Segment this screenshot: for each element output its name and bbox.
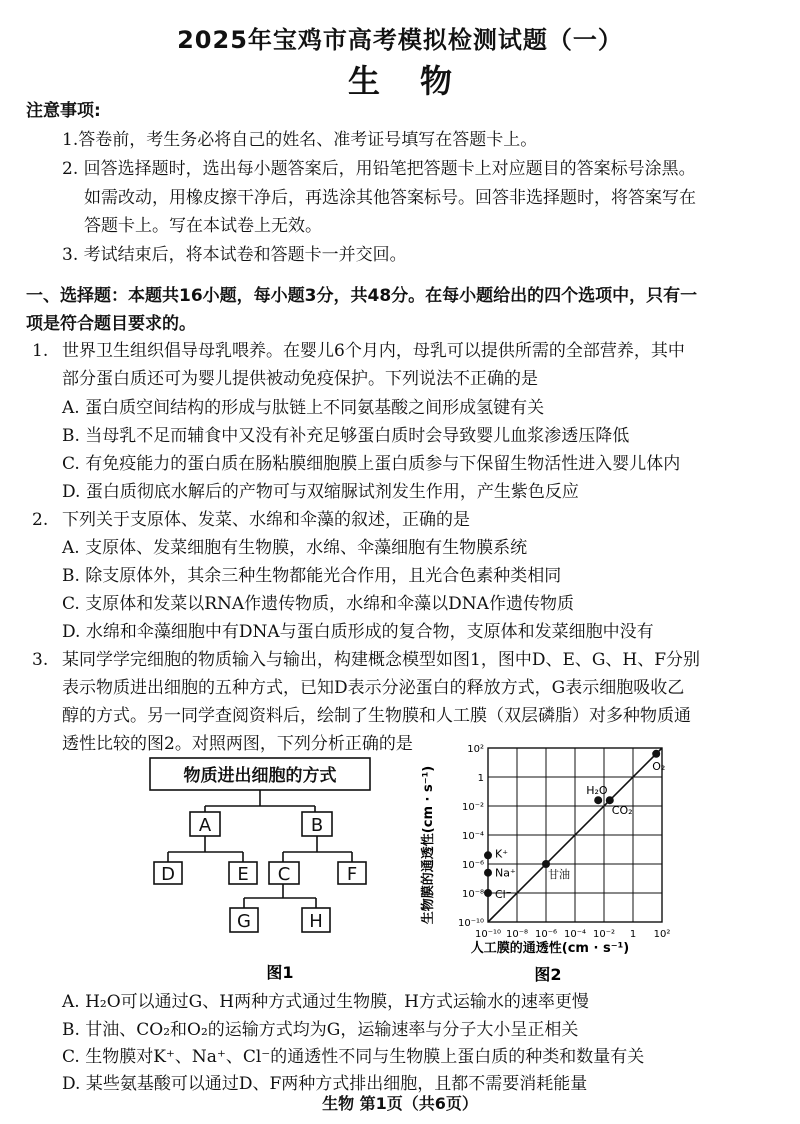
y-tick-label: 10⁻¹⁰ bbox=[457, 918, 484, 929]
figure2-caption: 图2 bbox=[534, 965, 562, 984]
question-stem: 表示物质进出细胞的五种方式，已知D表示分泌蛋白的释放方式，G表示细胞吸收乙 bbox=[62, 678, 685, 698]
node-d: D bbox=[161, 864, 175, 885]
question-stem: 透性比较的图2。对照两图，下列分析正确的是 bbox=[62, 734, 413, 754]
note-item: 1.答卷前，考生务必将自己的姓名、准考证号填写在答题卡上。 bbox=[62, 130, 538, 150]
option-b: B. 当母乳不足而辅食中又没有补充足够蛋白质时会导致婴儿血浆渗透压降低 bbox=[62, 426, 630, 446]
figure2-chart bbox=[420, 740, 670, 990]
x-tick-label: 10⁻¹⁰ bbox=[474, 929, 502, 940]
question-number: 1. bbox=[32, 341, 49, 361]
x-tick-label: 10⁻⁶ bbox=[534, 929, 558, 940]
y-tick-label: 10⁻² bbox=[461, 802, 484, 813]
question-stem: 下列关于支原体、发菜、水绵和伞藻的叙述，正确的是 bbox=[62, 510, 470, 530]
exam-title: 2025年宝鸡市高考模拟检测试题（一） bbox=[177, 26, 623, 54]
x-tick-label: 10² bbox=[653, 929, 670, 940]
subject-title: 生物 bbox=[347, 62, 492, 100]
y-tick-label: 10² bbox=[467, 744, 484, 755]
note-item: 2. 回答选择题时，选出每小题答案后，用铅笔把答题卡上对应题目的答案标号涂黑。 bbox=[62, 159, 696, 179]
note-item: 如需改动，用橡皮擦干净后，再选涂其他答案标号。回答非选择题时，将答案写在 bbox=[84, 188, 696, 208]
section-heading: 项是符合题目要求的。 bbox=[26, 314, 196, 334]
figure1-diagram bbox=[140, 748, 400, 988]
question-stem: 部分蛋白质还可为婴儿提供被动免疫保护。下列说法不正确的是 bbox=[62, 369, 538, 389]
point-label: Cl⁻ bbox=[495, 888, 512, 901]
y-tick-label: 10⁻⁶ bbox=[461, 860, 484, 871]
node-h: H bbox=[309, 911, 323, 932]
data-point bbox=[652, 750, 660, 758]
option-a: A. 支原体、发菜细胞有生物膜，水绵、伞藻细胞有生物膜系统 bbox=[62, 538, 528, 558]
node-f: F bbox=[346, 864, 358, 885]
point-label: H₂O bbox=[586, 784, 608, 798]
option-b: B. 除支原体外，其余三种生物都能光合作用，且光合色素种类相同 bbox=[62, 566, 562, 586]
x-axis-label: 人工膜的通透性(cm · s⁻¹) bbox=[470, 941, 630, 956]
y-axis-label: 生物膜的通透性(cm · s⁻¹) bbox=[421, 765, 436, 925]
x-tick-label: 10⁻² bbox=[592, 929, 616, 940]
option-c: C. 支原体和发菜以RNA作遗传物质，水绵和伞藻以DNA作遗传物质 bbox=[62, 594, 574, 614]
note-item: 答题卡上。写在本试卷上无效。 bbox=[84, 216, 322, 236]
node-a: A bbox=[198, 815, 212, 836]
y-tick-label: 1 bbox=[477, 773, 484, 784]
root-label: 物质进出细胞的方式 bbox=[183, 766, 337, 786]
question-stem: 某同学学完细胞的物质输入与输出，构建概念模型如图1，图中D、E、G、H、F分别 bbox=[62, 650, 701, 670]
section-heading: 一、选择题：本题共16小题，每小题3分，共48分。在每小题给出的四个选项中，只有一 bbox=[26, 286, 698, 306]
option-c: C. 有免疫能力的蛋白质在肠粘膜细胞膜上蛋白质参与下保留生物活性进入婴儿体内 bbox=[62, 454, 681, 474]
data-point bbox=[484, 851, 492, 859]
option-a: A. 蛋白质空间结构的形成与肽链上不同氨基酸之间形成氢键有关 bbox=[62, 398, 545, 418]
option-c: C. 生物膜对K⁺、Na⁺、Cl⁻的通透性不同与生物膜上蛋白质的种类和数量有关 bbox=[62, 1047, 645, 1067]
data-point bbox=[606, 796, 614, 804]
option-d: D. 某些氨基酸可以通过D、F两种方式排出细胞，且都不需要消耗能量 bbox=[62, 1074, 588, 1094]
note-item: 3. 考试结束后，将本试卷和答题卡一并交回。 bbox=[62, 245, 407, 265]
node-c: C bbox=[277, 864, 291, 885]
option-d: D. 水绵和伞藻细胞中有DNA与蛋白质形成的复合物，支原体和发菜细胞中没有 bbox=[62, 622, 654, 642]
y-tick-label: 10⁻⁴ bbox=[461, 831, 484, 842]
y-tick-label: 10⁻⁸ bbox=[461, 889, 484, 900]
option-a: A. H₂O可以通过G、H两种方式通过生物膜，H方式运输水的速率更慢 bbox=[62, 992, 589, 1012]
data-point bbox=[484, 869, 492, 877]
page-footer: 生物 第1页（共6页） bbox=[322, 1094, 478, 1113]
x-tick-label: 10⁻⁸ bbox=[505, 929, 529, 940]
point-label: K⁺ bbox=[495, 847, 509, 861]
point-label: O₂ bbox=[652, 759, 666, 773]
x-tick-label: 1 bbox=[629, 929, 637, 940]
x-tick-label: 10⁻⁴ bbox=[563, 929, 587, 940]
question-stem: 醇的方式。另一同学查阅资料后，绘制了生物膜和人工膜（双层磷脂）对多种物质通 bbox=[62, 706, 691, 726]
notes-heading: 注意事项: bbox=[26, 101, 101, 121]
option-b: B. 甘油、CO₂和O₂的运输方式均为G，运输速率与分子大小呈正相关 bbox=[62, 1020, 579, 1040]
question-number: 3. bbox=[32, 650, 49, 670]
point-label: CO₂ bbox=[611, 804, 633, 818]
node-g: G bbox=[237, 911, 251, 932]
data-point bbox=[484, 889, 492, 897]
question-number: 2. bbox=[32, 510, 49, 530]
question-stem: 世界卫生组织倡导母乳喂养。在婴儿6个月内，母乳可以提供所需的全部营养，其中 bbox=[62, 341, 685, 361]
option-d: D. 蛋白质彻底水解后的产物可与双缩脲试剂发生作用，产生紫色反应 bbox=[62, 482, 579, 502]
node-e: E bbox=[237, 864, 249, 885]
data-point bbox=[542, 860, 550, 868]
node-b: B bbox=[310, 815, 324, 836]
point-label: Na⁺ bbox=[495, 866, 516, 880]
figure1-caption: 图1 bbox=[266, 963, 294, 982]
point-label: 甘油 bbox=[548, 868, 570, 881]
data-point bbox=[594, 796, 602, 804]
